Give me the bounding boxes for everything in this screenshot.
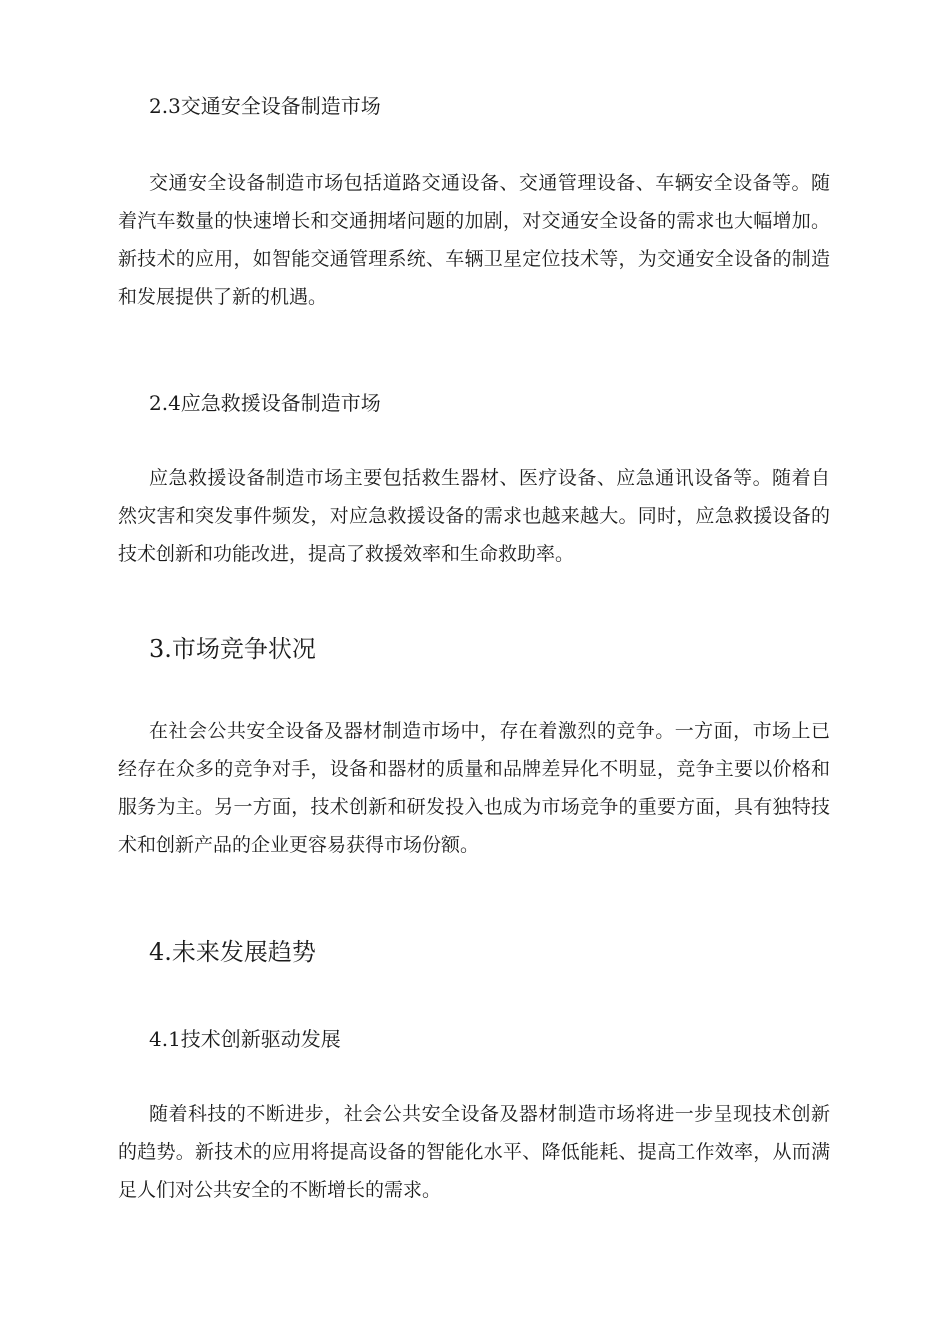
section-heading-2-3: 2.3交通安全设备制造市场 bbox=[149, 94, 381, 118]
section-heading-2-4: 2.4应急救援设备制造市场 bbox=[149, 391, 381, 415]
section-heading-4-1: 4.1技术创新驱动发展 bbox=[149, 1027, 341, 1051]
paragraph-tech-innovation: 随着科技的不断进步，社会公共安全设备及器材制造市场将进一步呈现技术创新的趋势。新技术的应用将提高设备的智能化水平、降低能耗、提高工作效率，从而满足人们对公共安全的不断增长的需求。 bbox=[118, 1103, 830, 1201]
section-heading-3: 3.市场竞争状况 bbox=[149, 635, 316, 663]
section-heading-4: 4.未来发展趋势 bbox=[149, 938, 316, 966]
paragraph-traffic-safety: 交通安全设备制造市场包括道路交通设备、交通管理设备、车辆安全设备等。随着汽车数量的快速增长和交通拥堵问题的加剧，对交通安全设备的需求也大幅增加。新技术的应用，如智能交通管理系统、车辆卫星定位技术等，为交通安全设备的制造和发展提供了新的机遇。 bbox=[118, 172, 830, 308]
paragraph-market-competition: 在社会公共安全设备及器材制造市场中，存在着激烈的竞争。一方面，市场上已经存在众多的竞争对手，设备和器材的质量和品牌差异化不明显，竞争主要以价格和服务为主。另一方面，技术创新和研发投入也成为市场竞争的重要方面，具有独特技术和创新产品的企业更容易获得市场份额。 bbox=[118, 720, 830, 856]
paragraph-emergency-rescue: 应急救援设备制造市场主要包括救生器材、医疗设备、应急通讯设备等。随着自然灾害和突发事件频发，对应急救援设备的需求也越来越大。同时，应急救援设备的技术创新和功能改进，提高了救援效率和生命救助率。 bbox=[118, 467, 830, 565]
